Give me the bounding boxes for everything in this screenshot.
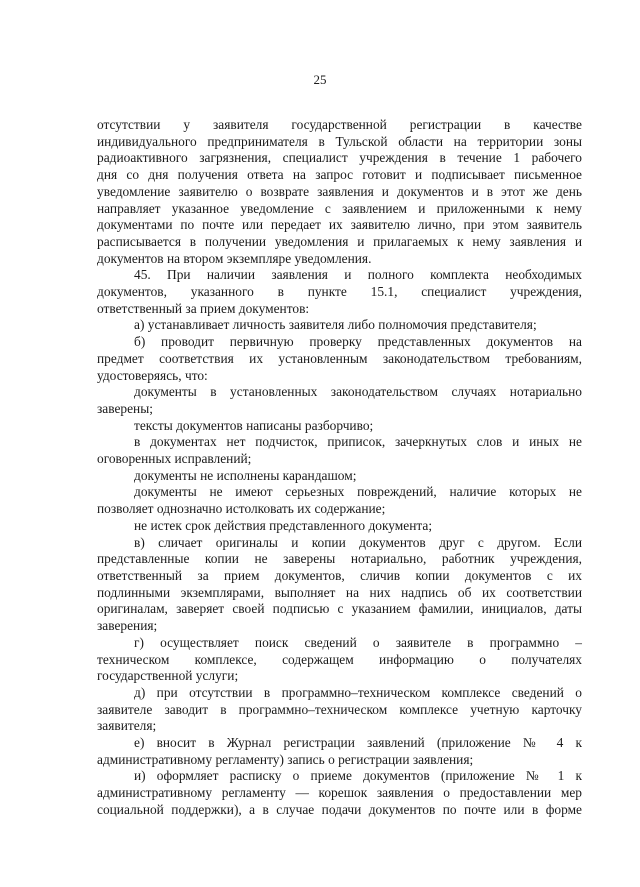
text-line: е) вносит в Журнал регистрации заявлений (приложение № 4 к bbox=[134, 735, 582, 751]
text-line: заявителя; bbox=[97, 718, 157, 734]
text-line: административному регламенту) запись о регистрации заявления; bbox=[97, 751, 474, 767]
text-line: и) оформляет расписку о приеме документов (приложение № 1 к bbox=[134, 768, 582, 784]
text-line: административному регламенту — корешок заявления о предоставлении мер bbox=[97, 785, 582, 801]
text-line: представленные копии не заверены нотариально, работник учреждения, bbox=[97, 551, 582, 567]
text-line: радиоактивного загрязнения, специалист учреждения в течение 1 рабочего bbox=[97, 150, 582, 166]
text-line: расписывается в получении уведомления и прилагаемых к нему заявления и bbox=[97, 233, 582, 249]
text-line: в) сличает оригиналы и копии документов друг с другом. Если bbox=[134, 534, 582, 550]
text-line: документов, указанного в пункте 15.1, специалист учреждения, bbox=[97, 284, 582, 300]
text-line: документов на втором экземпляре уведомления. bbox=[97, 250, 372, 266]
text-line: оригиналам, заверяет своей подписью с указанием фамилии, инициалов, даты bbox=[97, 601, 582, 617]
text-line: а) устанавливает личность заявителя либо полномочия представителя; bbox=[134, 317, 537, 333]
text-line: заверения; bbox=[97, 618, 158, 634]
text-line: удостоверяясь, что: bbox=[97, 367, 208, 383]
text-line: предмет соответствия их установленным законодательством требованиям, bbox=[97, 350, 582, 366]
text-line: индивидуального предпринимателя в Тульской области на территории зоны bbox=[97, 133, 582, 149]
text-line: направляет указанное уведомление с заявлением и приложенными к нему bbox=[97, 200, 582, 216]
text-line: тексты документов написаны разборчиво; bbox=[134, 417, 374, 433]
text-line: документы не имеют серьезных повреждений, наличие которых не bbox=[134, 484, 582, 500]
text-line: в документах нет подчисток, приписок, зачеркнутых слов и иных не bbox=[134, 434, 582, 450]
text-line: документы не исполнены карандашом; bbox=[134, 467, 357, 483]
text-line: позволяет однозначно истолковать их содержание; bbox=[97, 501, 386, 517]
text-line: заверены; bbox=[97, 400, 153, 416]
text-line: ответственный за прием документов, сличив копии документов с их bbox=[97, 567, 582, 583]
text-line: д) при отсутствии в программно–техническом комплексе сведений о bbox=[134, 684, 582, 700]
page-number: 25 bbox=[313, 72, 327, 87]
text-line: государственной услуги; bbox=[97, 668, 239, 684]
text-line: г) осуществляет поиск сведений о заявителе в программно – bbox=[134, 634, 582, 650]
text-line: заявителе заводит в программно–техническом комплексе учетную карточку bbox=[97, 701, 582, 717]
document-body bbox=[97, 117, 582, 819]
text-line: подлинными экземплярами, выполняет на них надпись об их соответствии bbox=[97, 584, 582, 600]
text-line: отсутствии у заявителя государственной регистрации в качестве bbox=[97, 117, 582, 132]
text-line: уведомление заявителю о возврате заявления и документов и в этот же день bbox=[97, 183, 582, 199]
text-line: дня со дня получения ответа на запрос готовит и подписывает письменное bbox=[97, 167, 582, 183]
text-line: ответственный за прием документов: bbox=[97, 300, 310, 316]
text-line: техническом комплексе, содержащем информацию о получателях bbox=[97, 651, 582, 667]
text-line: 45. При наличии заявления и полного комплекта необходимых bbox=[134, 267, 582, 283]
text-line: документами по почте или передает их заявителю лично, при этом заявитель bbox=[97, 217, 582, 233]
text-line: не истек срок действия представленного документа; bbox=[134, 517, 433, 533]
text-line: документы в установленных законодательством случаях нотариально bbox=[134, 384, 582, 400]
text-line: б) проводит первичную проверку представленных документов на bbox=[134, 334, 582, 350]
text-line: социальной поддержки), а в случае подачи документов по почте или в форме bbox=[97, 801, 582, 817]
text-line: оговоренных исправлений; bbox=[97, 451, 252, 467]
